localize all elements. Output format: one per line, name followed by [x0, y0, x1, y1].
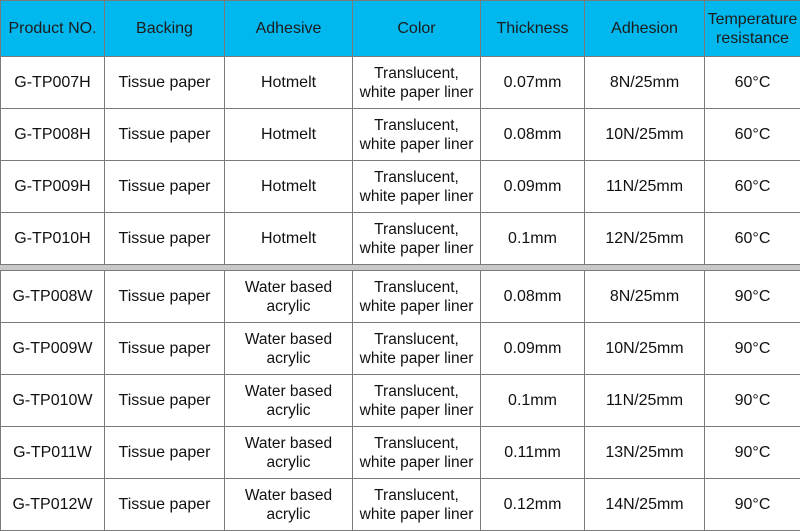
table-row: [1, 57, 800, 109]
cell-backing: Tissue paper: [105, 323, 225, 375]
header-color: Color: [353, 1, 481, 57]
cell-thickness: 0.11mm: [481, 427, 585, 479]
cell-product-no: G-TP009H: [1, 161, 105, 213]
table-header: [1, 1, 800, 57]
cell-color-line1: Translucent,: [355, 278, 478, 297]
cell-temperature: 60°C: [705, 161, 800, 213]
cell-adhesive-line1: Hotmelt: [227, 177, 350, 197]
cell-product-no: G-TP010H: [1, 213, 105, 265]
cell-color-line1: Translucent,: [355, 168, 478, 187]
cell-color-line2: white paper liner: [355, 505, 478, 524]
cell-product-no: G-TP011W: [1, 427, 105, 479]
table-row: [1, 109, 800, 161]
cell-adhesive: [225, 109, 353, 161]
cell-adhesive-line1: Water based: [227, 486, 350, 505]
cell-color: [353, 479, 481, 531]
cell-adhesive-line1: Water based: [227, 382, 350, 401]
cell-adhesive-line1: Hotmelt: [227, 73, 350, 93]
cell-thickness: 0.1mm: [481, 213, 585, 265]
table-row: [1, 271, 800, 323]
table-row: [1, 479, 800, 531]
cell-color-line2: white paper liner: [355, 83, 478, 102]
cell-thickness: 0.09mm: [481, 323, 585, 375]
cell-color-line1: Translucent,: [355, 64, 478, 83]
header-temperature-resistance: [705, 1, 800, 57]
cell-color-line2: white paper liner: [355, 239, 478, 258]
cell-color: [353, 323, 481, 375]
header-adhesive: Adhesive: [225, 1, 353, 57]
cell-adhesive: [225, 213, 353, 265]
cell-color: [353, 213, 481, 265]
cell-adhesion: 10N/25mm: [585, 323, 705, 375]
cell-backing: Tissue paper: [105, 161, 225, 213]
cell-adhesive-line1: Hotmelt: [227, 125, 350, 145]
cell-backing: Tissue paper: [105, 271, 225, 323]
cell-thickness: 0.12mm: [481, 479, 585, 531]
cell-backing: Tissue paper: [105, 57, 225, 109]
cell-adhesion: 10N/25mm: [585, 109, 705, 161]
cell-adhesion: 8N/25mm: [585, 271, 705, 323]
cell-color: [353, 375, 481, 427]
cell-temperature: 90°C: [705, 479, 800, 531]
cell-adhesive: [225, 323, 353, 375]
cell-adhesive: [225, 375, 353, 427]
cell-thickness: 0.08mm: [481, 109, 585, 161]
cell-color: [353, 161, 481, 213]
cell-color: [353, 271, 481, 323]
cell-adhesive: [225, 271, 353, 323]
cell-adhesive: [225, 479, 353, 531]
cell-color-line2: white paper liner: [355, 401, 478, 420]
cell-adhesive-line2: acrylic: [227, 453, 350, 472]
cell-temperature: 90°C: [705, 323, 800, 375]
cell-color-line1: Translucent,: [355, 486, 478, 505]
header-product-no: Product NO.: [1, 1, 105, 57]
cell-adhesion: 11N/25mm: [585, 375, 705, 427]
cell-color-line1: Translucent,: [355, 434, 478, 453]
cell-adhesive-line1: Water based: [227, 434, 350, 453]
cell-temperature: 90°C: [705, 427, 800, 479]
header-backing: Backing: [105, 1, 225, 57]
cell-adhesive: [225, 57, 353, 109]
cell-color-line1: Translucent,: [355, 330, 478, 349]
cell-product-no: G-TP008H: [1, 109, 105, 161]
cell-product-no: G-TP010W: [1, 375, 105, 427]
cell-temperature: 90°C: [705, 375, 800, 427]
header-adhesion: Adhesion: [585, 1, 705, 57]
cell-thickness: 0.1mm: [481, 375, 585, 427]
cell-temperature: 60°C: [705, 57, 800, 109]
cell-backing: Tissue paper: [105, 109, 225, 161]
cell-adhesive-line1: Hotmelt: [227, 229, 350, 249]
cell-product-no: G-TP009W: [1, 323, 105, 375]
header-thickness: Thickness: [481, 1, 585, 57]
cell-color: [353, 109, 481, 161]
cell-adhesive: [225, 427, 353, 479]
cell-backing: Tissue paper: [105, 427, 225, 479]
cell-adhesive-line2: acrylic: [227, 349, 350, 368]
cell-color-line2: white paper liner: [355, 297, 478, 316]
cell-adhesive-line2: acrylic: [227, 505, 350, 524]
cell-color: [353, 427, 481, 479]
cell-product-no: G-TP007H: [1, 57, 105, 109]
cell-color-line1: Translucent,: [355, 382, 478, 401]
cell-color-line1: Translucent,: [355, 220, 478, 239]
table-body: [1, 57, 800, 531]
header-temperature-line1: Temperature: [707, 10, 798, 29]
cell-thickness: 0.07mm: [481, 57, 585, 109]
cell-color-line1: Translucent,: [355, 116, 478, 135]
cell-adhesive-line1: Water based: [227, 278, 350, 297]
cell-adhesion: 11N/25mm: [585, 161, 705, 213]
header-row: [1, 1, 800, 57]
cell-backing: Tissue paper: [105, 479, 225, 531]
cell-color-line2: white paper liner: [355, 349, 478, 368]
table-row: [1, 427, 800, 479]
cell-color-line2: white paper liner: [355, 187, 478, 206]
cell-temperature: 60°C: [705, 109, 800, 161]
cell-product-no: G-TP008W: [1, 271, 105, 323]
cell-adhesion: 13N/25mm: [585, 427, 705, 479]
cell-backing: Tissue paper: [105, 213, 225, 265]
cell-adhesive: [225, 161, 353, 213]
cell-color-line2: white paper liner: [355, 135, 478, 154]
cell-adhesion: 14N/25mm: [585, 479, 705, 531]
cell-adhesive-line1: Water based: [227, 330, 350, 349]
cell-temperature: 60°C: [705, 213, 800, 265]
table-row: [1, 323, 800, 375]
cell-color-line2: white paper liner: [355, 453, 478, 472]
cell-thickness: 0.08mm: [481, 271, 585, 323]
table-row: [1, 213, 800, 265]
cell-backing: Tissue paper: [105, 375, 225, 427]
cell-product-no: G-TP012W: [1, 479, 105, 531]
cell-adhesive-line2: acrylic: [227, 401, 350, 420]
table-row: [1, 375, 800, 427]
cell-adhesion: 12N/25mm: [585, 213, 705, 265]
cell-thickness: 0.09mm: [481, 161, 585, 213]
cell-adhesive-line2: acrylic: [227, 297, 350, 316]
header-temperature-line2: resistance: [707, 29, 798, 48]
cell-adhesion: 8N/25mm: [585, 57, 705, 109]
cell-temperature: 90°C: [705, 271, 800, 323]
cell-color: [353, 57, 481, 109]
table-row: [1, 161, 800, 213]
